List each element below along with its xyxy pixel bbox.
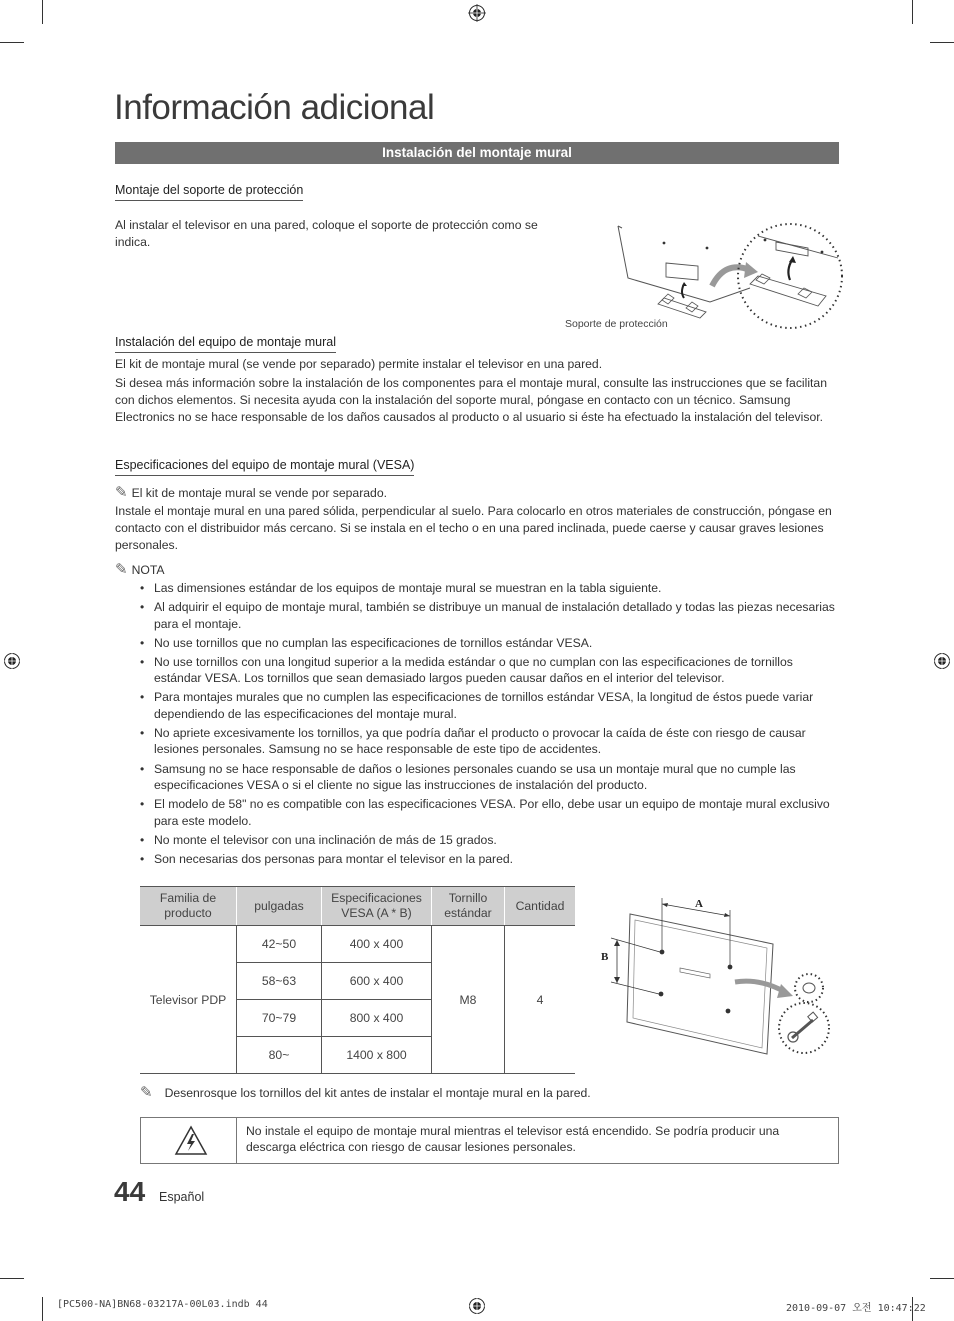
table-header-cell: Tornillo estándar xyxy=(432,887,505,926)
registration-mark-icon xyxy=(933,652,951,670)
note-bullet-list xyxy=(140,580,840,870)
installation-paragraph-1: El kit de montaje mural (se vende por separado) permite instalar el televisor en una pared. xyxy=(115,357,603,371)
table-cell-quantity: 4 xyxy=(505,926,576,1074)
crop-mark xyxy=(0,42,24,43)
protective-holder-text: Al instalar el televisor en una pared, coloque el soporte de protección como se indica. xyxy=(115,218,538,249)
page-title: Información adicional xyxy=(114,88,435,127)
vesa-spec-table xyxy=(140,886,575,1074)
pencil-note-icon: ✎ xyxy=(115,561,128,578)
crop-mark xyxy=(42,0,43,24)
list-item: • El modelo de 58" no es compatible con las especificaciones VESA. Por ello, debe usar un equipo de montaje mural exclusivo para este modelo. xyxy=(140,796,840,829)
warning-box xyxy=(140,1117,839,1164)
vesa-dimension-diagram xyxy=(595,888,840,1060)
table-row xyxy=(140,926,575,963)
crop-mark xyxy=(912,0,913,24)
footer-file-info: [PC500-NA]BN68-03217A-00L03.indb 44 xyxy=(57,1299,268,1310)
crop-mark xyxy=(930,1278,954,1279)
table-header-cell: Cantidad xyxy=(505,887,576,926)
list-item: • No use tornillos que no cumplan las especificaciones de tornillos estándar VESA. xyxy=(140,635,840,652)
table-header-cell: Especificaciones VESA (A * B) xyxy=(322,887,432,926)
table-cell-vesa: 400 x 400 xyxy=(322,926,432,963)
section-header: Instalación del montaje mural xyxy=(115,142,839,164)
list-item: • Son necesarias dos personas para montar el televisor en la pared. xyxy=(140,851,840,868)
table-cell-inches: 70~79 xyxy=(237,1000,322,1037)
vesa-paragraph: Instale el montaje mural en una pared sólida, perpendicular al suelo. Para colocarlo en otros materiales de construcción, póngase en contacto con el distribuidor más cercano. Si se instala en el techo o en una pared inclinada, puede caerse y causar graves lesiones personales. xyxy=(115,504,832,552)
note-text: Desenrosque los tornillos del kit antes de instalar el montaje mural en la pared. xyxy=(164,1086,591,1100)
figure-caption: Soporte de protección xyxy=(565,318,668,330)
warning-icon-cell xyxy=(141,1118,237,1163)
table-header-cell: Familia de producto xyxy=(140,887,237,926)
pencil-note-icon: ✎ xyxy=(140,1084,153,1101)
pencil-note-icon: ✎ xyxy=(115,484,128,501)
crop-mark xyxy=(930,42,954,43)
crop-mark xyxy=(0,1278,24,1279)
list-item: • Para montajes murales que no cumplen las especificaciones de tornillos estándar VESA, la longitud de éstos puede variar dependiendo de las especificaciones del montaje mural. xyxy=(140,689,840,722)
dimension-label-a: A xyxy=(695,898,703,910)
list-item: • No apriete excesivamente los tornillos, ya que podría dañar el producto o provocar la caída de éste con riesgo de causar lesiones personales. Samsung no se hace responsable de este tipo de accidentes. xyxy=(140,725,840,758)
list-item: • Las dimensiones estándar de los equipos de montaje mural se muestran en la tabla siguiente. xyxy=(140,580,840,597)
installation-paragraph-2: Si desea más información sobre la instalación de los componentes para el montaje mural, consulte las instrucciones que se facilitan con dichos elementos. Si necesita ayuda con la instalación del soporte mural, póngase en contacto con un técnico. Samsung Electronics no se hace responsable de los daños causados al producto o al usuario si éste ha efectuado la instalación del televisor. xyxy=(115,376,827,424)
subheading-protective-holder: Montaje del soporte de protección xyxy=(115,183,303,201)
table-cell-inches: 58~63 xyxy=(237,963,322,1000)
subheading-installation: Instalación del equipo de montaje mural xyxy=(115,335,336,353)
table-cell-vesa: 600 x 400 xyxy=(322,963,432,1000)
subheading-vesa: Especificaciones del equipo de montaje mural (VESA) xyxy=(115,458,414,476)
table-cell-screw: M8 xyxy=(432,926,505,1074)
note-label: NOTA xyxy=(131,563,165,577)
crop-mark xyxy=(42,1297,43,1321)
note-text: El kit de montaje mural se vende por separado. xyxy=(131,486,387,500)
table-cell-family: Televisor PDP xyxy=(140,926,237,1074)
table-cell-inches: 80~ xyxy=(237,1037,322,1074)
footer-timestamp: 2010-09-07 오전 10:47:22 xyxy=(786,1303,926,1314)
table-cell-inches: 42~50 xyxy=(237,926,322,963)
warning-lightning-icon xyxy=(174,1125,208,1156)
table-cell-vesa: 1400 x 800 xyxy=(322,1037,432,1074)
note-unscrew xyxy=(140,1084,591,1102)
table-cell-vesa: 800 x 400 xyxy=(322,1000,432,1037)
table-header-cell: pulgadas xyxy=(237,887,322,926)
registration-mark-icon xyxy=(468,1297,486,1315)
note-heading xyxy=(115,561,165,579)
note-sold-separately xyxy=(115,484,387,502)
list-item: • No monte el televisor con una inclinación de más de 15 grados. xyxy=(140,832,840,849)
page-number: 44 xyxy=(114,1176,146,1207)
table-header-row xyxy=(140,887,575,926)
dimension-label-b: B xyxy=(601,951,609,963)
registration-mark-icon xyxy=(3,652,21,670)
list-item: • Al adquirir el equipo de montaje mural, también se distribuye un manual de instalación detallado y todas las piezas necesarias para el montaje. xyxy=(140,599,840,632)
list-item: • Samsung no se hace responsable de daños o lesiones personales cuando se usa un montaje mural que no cumple las especificaciones VESA o si el cliente no sigue las instrucciones de instalación del producto. xyxy=(140,761,840,794)
registration-mark-icon xyxy=(468,4,486,22)
list-item: • No use tornillos con una longitud superior a la medida estándar o que no cumplan con las especificaciones de tornillos estándar VESA. Los tornillos que sean demasiado largos pueden causar daños en el interior del televisor. xyxy=(140,654,840,687)
warning-text: No instale el equipo de montaje mural mientras el televisor está encendido. Se podría producir una descarga eléctrica con riesgo de causar lesiones personales. xyxy=(246,1124,780,1154)
page-language: Español xyxy=(159,1190,205,1204)
